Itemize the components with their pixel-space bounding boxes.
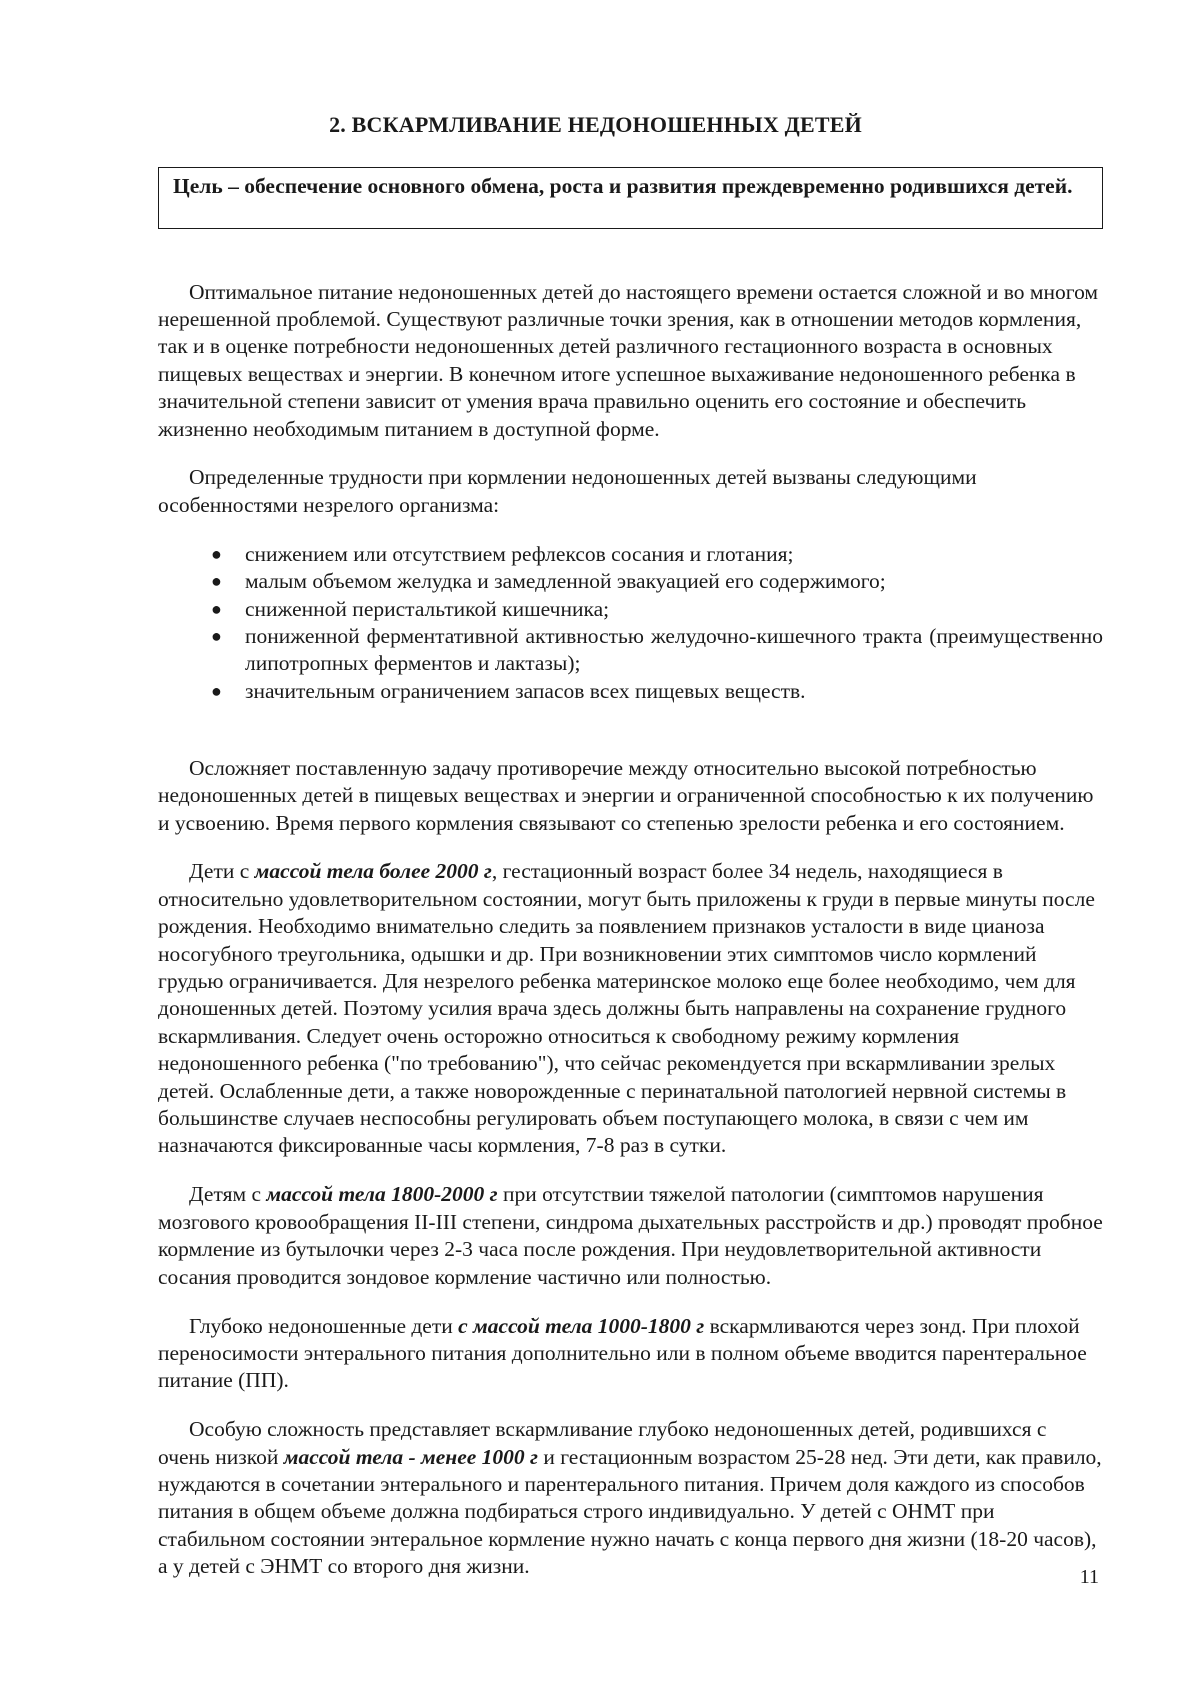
- emphasis: массой тела - менее 1000 г: [283, 1444, 538, 1469]
- list-item: ● значительным ограничением запасов всех пищевых веществ.: [171, 678, 1103, 705]
- bullet-icon: ●: [211, 680, 222, 701]
- bullet-icon: ●: [211, 543, 222, 564]
- paragraph-difficulties: Определенные трудности при кормлении недоношенных детей вызваны следующими особенностями незрелого организма:: [158, 465, 977, 517]
- emphasis: массой тела более 2000 г: [254, 859, 492, 884]
- emphasis: массой тела 1800-2000 г: [266, 1182, 498, 1207]
- paragraph-contradiction: Осложняет поставленную задачу противоречие между относительно высокой потребностью недоношенных детей в пищевых веществах и энергии и ограниченной способностью к их получению и усвоению. Время первого кормления связывают со степенью зрелости ребенка и его состоянием.: [158, 755, 1094, 835]
- paragraph-intro: Оптимальное питание недоношенных детей до настоящего времени остается сложной и во многом нерешенной проблемой. Существуют различные точки зрения, как в отношении методов кормления, так и в оценке потребности недоношенных детей различного гестационного возраста в основных пищевых веществах и энергии. В конечном итоге успешное выхаживание недоношенного ребенка в значительной степени зависит от умения врача правильно оценить его состояние и обеспечить жизненно необходимым питанием в доступной форме.: [158, 279, 1099, 441]
- section-title: 2. ВСКАРМЛИВАНИЕ НЕДОНОШЕННЫХ ДЕТЕЙ: [329, 112, 862, 137]
- body-text: [158, 257, 1103, 1602]
- paragraph-1800-2000: Детям с массой тела 1800-2000 г при отсутствии тяжелой патологии (симптомов нарушения мозгового кровообращения II-III степени, синдрома дыхательных расстройств и др.) проводят пробное кормление из бутылочки через 2-3 часа после рождения. При неудовлетворительной активности сосания проводится зондовое кормление частично или полностью.: [158, 1182, 1103, 1289]
- list-item: ● пониженной ферментативной активностью желудочно-кишечного тракта (преимущественно липотропных ферментов и лактазы);: [211, 623, 1103, 676]
- paragraph-1000-1800: Глубоко недоношенные дети с массой тела 1000-1800 г вскармливаются через зонд. При плохой переносимости энтерального питания дополнительно или в полном объеме вводится парентеральное питание (ПП).: [158, 1313, 1087, 1393]
- list-item: ● малым объемом желудка и замедленной эвакуацией его содержимого;: [171, 568, 1103, 595]
- bullet-icon: ●: [211, 625, 222, 646]
- goal-box: Цель – обеспечение основного обмена, роста и развития преждевременно родившихся детей.: [158, 167, 1103, 229]
- emphasis: с массой тела 1000-1800 г: [458, 1313, 705, 1338]
- difficulties-list: [171, 541, 1103, 705]
- page-number: 11: [1079, 1566, 1099, 1588]
- bullet-icon: ●: [211, 598, 222, 619]
- paragraph-under-1000: Особую сложность представляет вскармливание глубоко недоношенных детей, родившихся с очень низкой массой тела - менее 1000 г и гестационным возрастом 25-28 нед. Эти дети, как правило, нуждаются в сочетании энтерального и парентерального питания. Причем доля каждого из способов питания в общем объеме должна подбираться строго индивидуально. У детей с ОНМТ при стабильном состоянии энтеральное кормление нужно начать с конца первого дня жизни (18-20 часов), а у детей с ЭНМТ со второго дня жизни.: [158, 1417, 1102, 1579]
- list-item: ● сниженной перистальтикой кишечника;: [171, 596, 1103, 623]
- spacer: [171, 705, 1103, 733]
- list-item: ● снижением или отсутствием рефлексов сосания и глотания;: [171, 541, 1103, 568]
- bullet-icon: ●: [211, 571, 222, 592]
- paragraph-over-2000: Дети с массой тела более 2000 г, гестационный возраст более 34 недель, находящиеся в относительно удовлетворительном состоянии, могут быть приложены к груди в первые минуты после рождения. Необходимо внимательно следить за появлением признаков усталости в виде цианоза носогубного треугольника, одышки и др. При возникновении этих симптомов число кормлений грудью ограничивается. Для незрелого ребенка материнское молоко еще более необходимо, чем для доношенных детей. Поэтому усилия врача здесь должны быть направлены на сохранение грудного вскармливания. Следует очень осторожно относиться к свободному режиму кормления недоношенного ребенка ("по требованию"), что сейчас рекомендуется при вскармливании зрелых детей. Ослабленные дети, а также новорожденные с перинатальной патологией нервной системы в большинстве случаев неспособны регулировать объем поступающего молока, в связи с чем им назначаются фиксированные часы кормления, 7-8 раз в сутки.: [158, 859, 1095, 1158]
